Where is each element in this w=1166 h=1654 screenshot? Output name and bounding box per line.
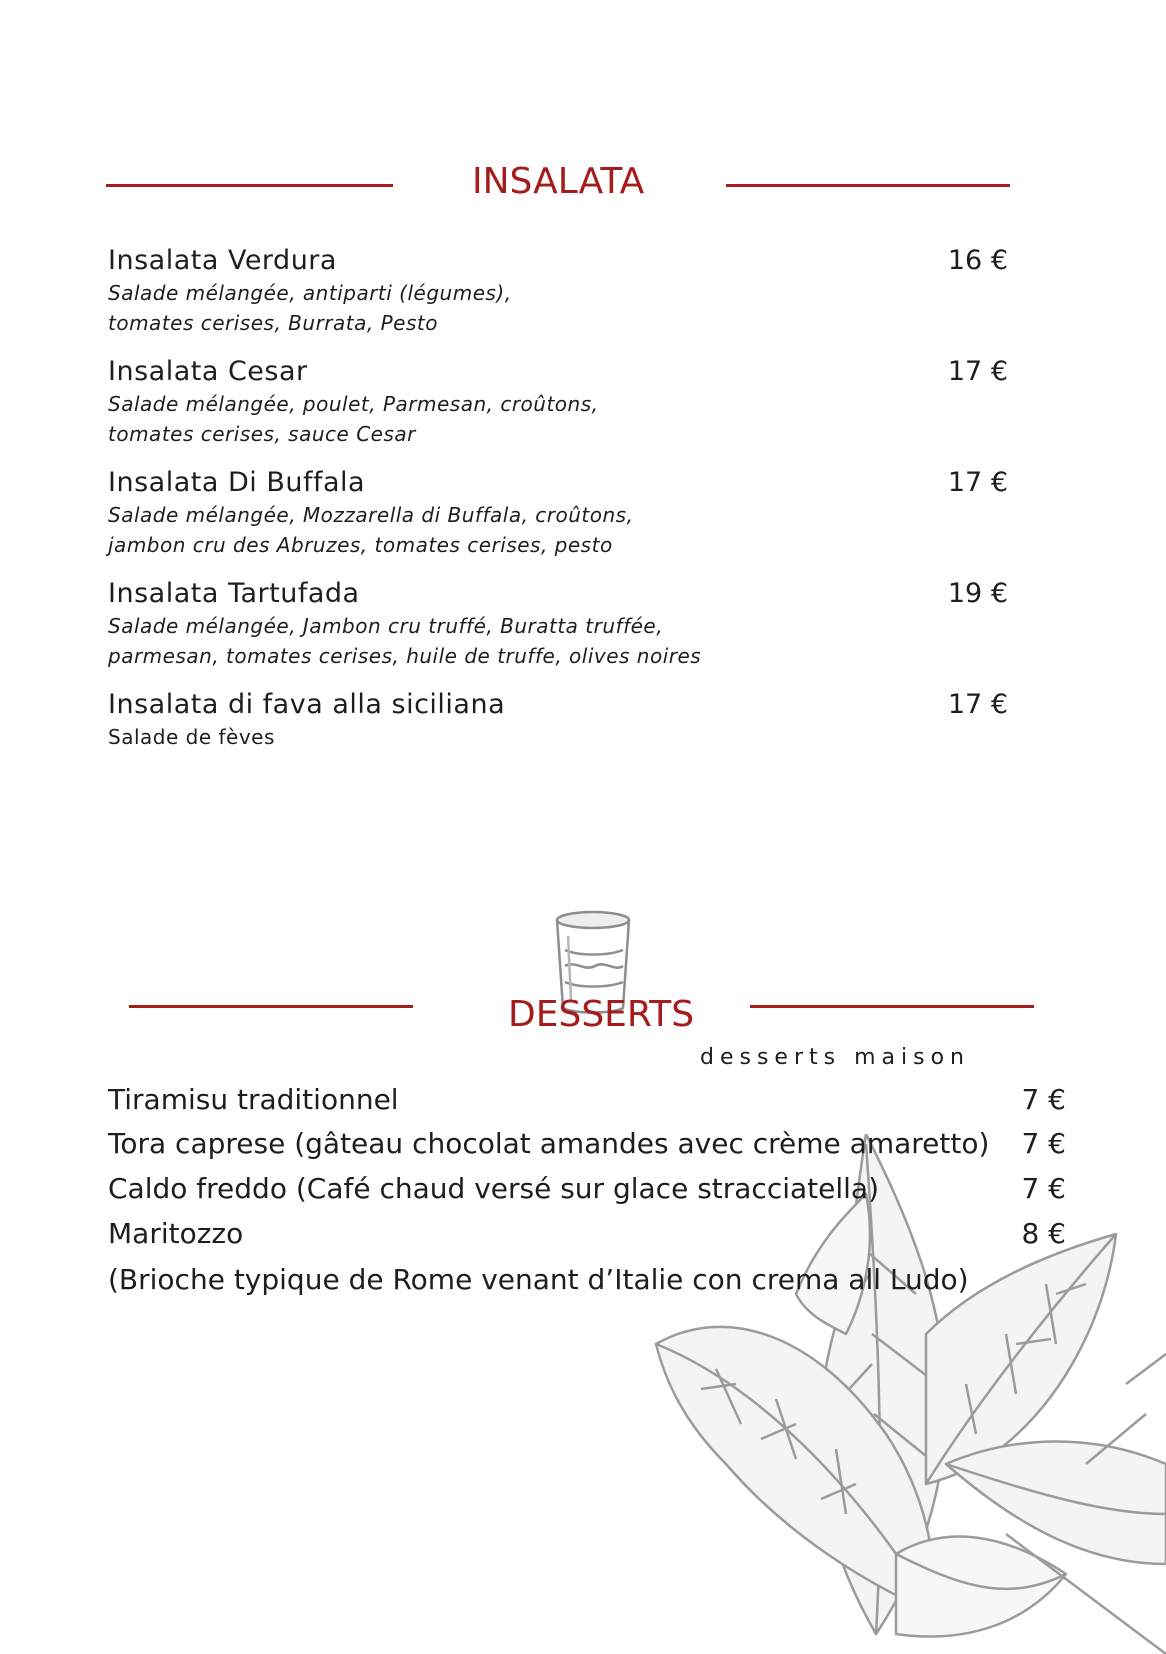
item-name: Insalata di fava alla siciliana [108,689,506,720]
item-description-line: Salade mélangée, antiparti (légumes), [108,281,512,305]
desserts-title: DESSERTS [508,994,695,1035]
insalata-right-rule [726,184,1010,187]
item-price: 17 € [947,356,1008,387]
item-description-line: Salade mélangée, Jambon cru truffé, Buratta truffée, [108,614,664,638]
insalata-left-rule [106,184,393,187]
dessert-name: Tiramisu traditionnel [108,1083,399,1116]
item-price: 19 € [947,578,1008,609]
desserts-left-rule [129,1005,413,1008]
dessert-price: 7 € [1021,1083,1066,1116]
dessert-price: 7 € [1021,1172,1066,1205]
dessert-name: Caldo freddo (Café chaud versé sur glace stracciatella) [108,1172,879,1205]
desserts-right-rule [750,1005,1034,1008]
item-description-line: tomates cerises, sauce Cesar [108,422,416,446]
item-name: Insalata Tartufada [108,578,360,609]
item-price: 16 € [947,245,1008,276]
dessert-item [108,1083,1066,1117]
dessert-name: Maritozzo [108,1217,244,1250]
dessert-item [108,1172,1066,1206]
insalata-title: INSALATA [472,161,645,202]
item-description-line: tomates cerises, Burrata, Pesto [108,311,438,335]
item-name: Insalata Verdura [108,245,337,276]
item-description-line: jambon cru des Abruzes, tomates cerises, pesto [108,533,613,557]
desserts-tagline: desserts maison [700,1045,970,1070]
insalata-item [108,466,1008,560]
item-name: Insalata Di Buffala [108,467,366,498]
basil-leaves-illustration [646,1134,1166,1654]
item-price: 17 € [947,689,1008,720]
insalata-item [108,355,1008,449]
item-description-line: Salade mélangée, poulet, Parmesan, croûtons, [108,392,599,416]
dessert-item [108,1127,1066,1161]
dessert-note: (Brioche typique de Rome venant d’Italie con crema all Ludo) [108,1263,969,1296]
insalata-item [108,688,1008,752]
insalata-item [108,244,1008,338]
dessert-price: 7 € [1021,1127,1066,1160]
dessert-item [108,1217,1066,1251]
dessert-price: 8 € [1021,1217,1066,1250]
item-description-line: Salade de fèves [108,725,275,749]
insalata-item [108,577,1008,671]
item-price: 17 € [947,467,1008,498]
item-description-line: Salade mélangée, Mozzarella di Buffala, croûtons, [108,503,634,527]
item-description-line: parmesan, tomates cerises, huile de truffe, olives noires [108,644,702,668]
item-name: Insalata Cesar [108,356,308,387]
dessert-name: Tora caprese (gâteau chocolat amandes avec crème amaretto) [108,1127,990,1160]
